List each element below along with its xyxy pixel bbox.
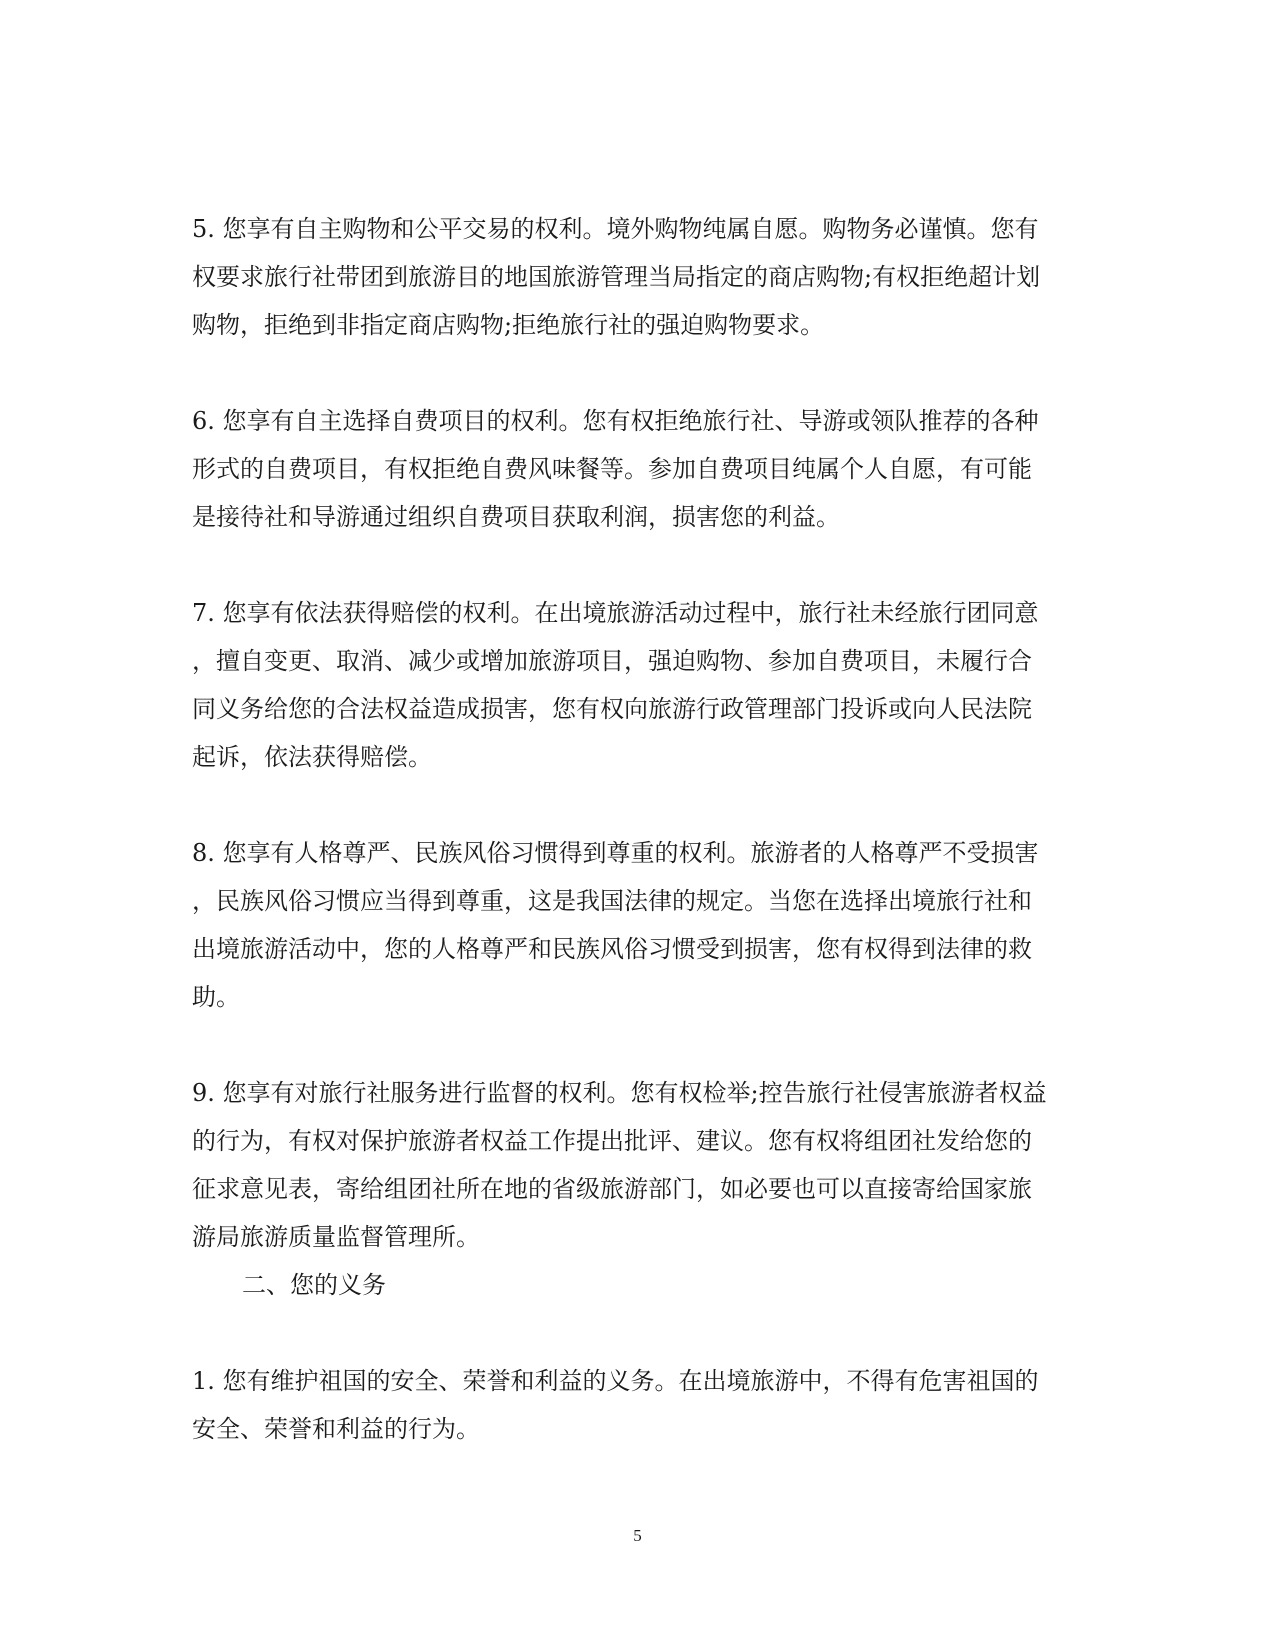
- document-body: [192, 205, 1072, 1453]
- text-line: 6. 您享有自主选择自费项目的权利。您有权拒绝旅行社、导游或领队推荐的各种: [192, 407, 1039, 435]
- text-line: ，民族风俗习惯应当得到尊重，这是我国法律的规定。当您在选择出境旅行社和: [192, 887, 1032, 915]
- paragraph-item-7: [192, 589, 1072, 781]
- paragraph-duty-1: [192, 1357, 1072, 1453]
- text-line: 起诉，依法获得赔偿。: [192, 743, 432, 771]
- paragraph-item-5: [192, 205, 1072, 349]
- paragraph-gap: [192, 1021, 1072, 1069]
- paragraph-item-8: [192, 829, 1072, 1021]
- text-line: 权要求旅行社带团到旅游目的地国旅游管理当局指定的商店购物;有权拒绝超计划: [192, 263, 1041, 291]
- text-line: 9. 您享有对旅行社服务进行监督的权利。您有权检举;控告旅行社侵害旅游者权益: [192, 1079, 1047, 1107]
- text-line: 购物，拒绝到非指定商店购物;拒绝旅行社的强迫购物要求。: [192, 311, 825, 339]
- paragraph-item-6: [192, 397, 1072, 541]
- text-line: 助。: [192, 983, 240, 1011]
- text-line: 同义务给您的合法权益造成损害，您有权向旅游行政管理部门投诉或向人民法院: [192, 695, 1032, 723]
- section-heading: 二、您的义务: [242, 1271, 386, 1299]
- paragraph-gap: [192, 1309, 1072, 1357]
- text-line: ，擅自变更、取消、减少或增加旅游项目，强迫购物、参加自费项目，未履行合: [192, 647, 1032, 675]
- paragraph-gap: [192, 541, 1072, 589]
- text-line: 是接待社和导游通过组织自费项目获取利润，损害您的利益。: [192, 503, 840, 531]
- paragraph-gap: [192, 349, 1072, 397]
- text-line: 形式的自费项目，有权拒绝自费风味餐等。参加自费项目纯属个人自愿，有可能: [192, 455, 1032, 483]
- text-line: 8. 您享有人格尊严、民族风俗习惯得到尊重的权利。旅游者的人格尊严不受损害: [192, 839, 1039, 867]
- text-line: 安全、荣誉和利益的行为。: [192, 1415, 480, 1443]
- text-line: 5. 您享有自主购物和公平交易的权利。境外购物纯属自愿。购物务必谨慎。您有: [192, 215, 1039, 243]
- text-line: 游局旅游质量监督管理所。: [192, 1223, 480, 1251]
- text-line: 的行为，有权对保护旅游者权益工作提出批评、建议。您有权将组团社发给您的: [192, 1127, 1032, 1155]
- text-line: 出境旅游活动中，您的人格尊严和民族风俗习惯受到损害，您有权得到法律的救: [192, 935, 1032, 963]
- text-line: 征求意见表，寄给组团社所在地的省级旅游部门，如必要也可以直接寄给国家旅: [192, 1175, 1032, 1203]
- text-line: 7. 您享有依法获得赔偿的权利。在出境旅游活动过程中，旅行社未经旅行团同意: [192, 599, 1039, 627]
- paragraph-item-9: [192, 1069, 1072, 1261]
- page-number: 5: [633, 1526, 642, 1545]
- text-line: 1. 您有维护祖国的安全、荣誉和利益的义务。在出境旅游中，不得有危害祖国的: [192, 1367, 1039, 1395]
- paragraph-gap: [192, 781, 1072, 829]
